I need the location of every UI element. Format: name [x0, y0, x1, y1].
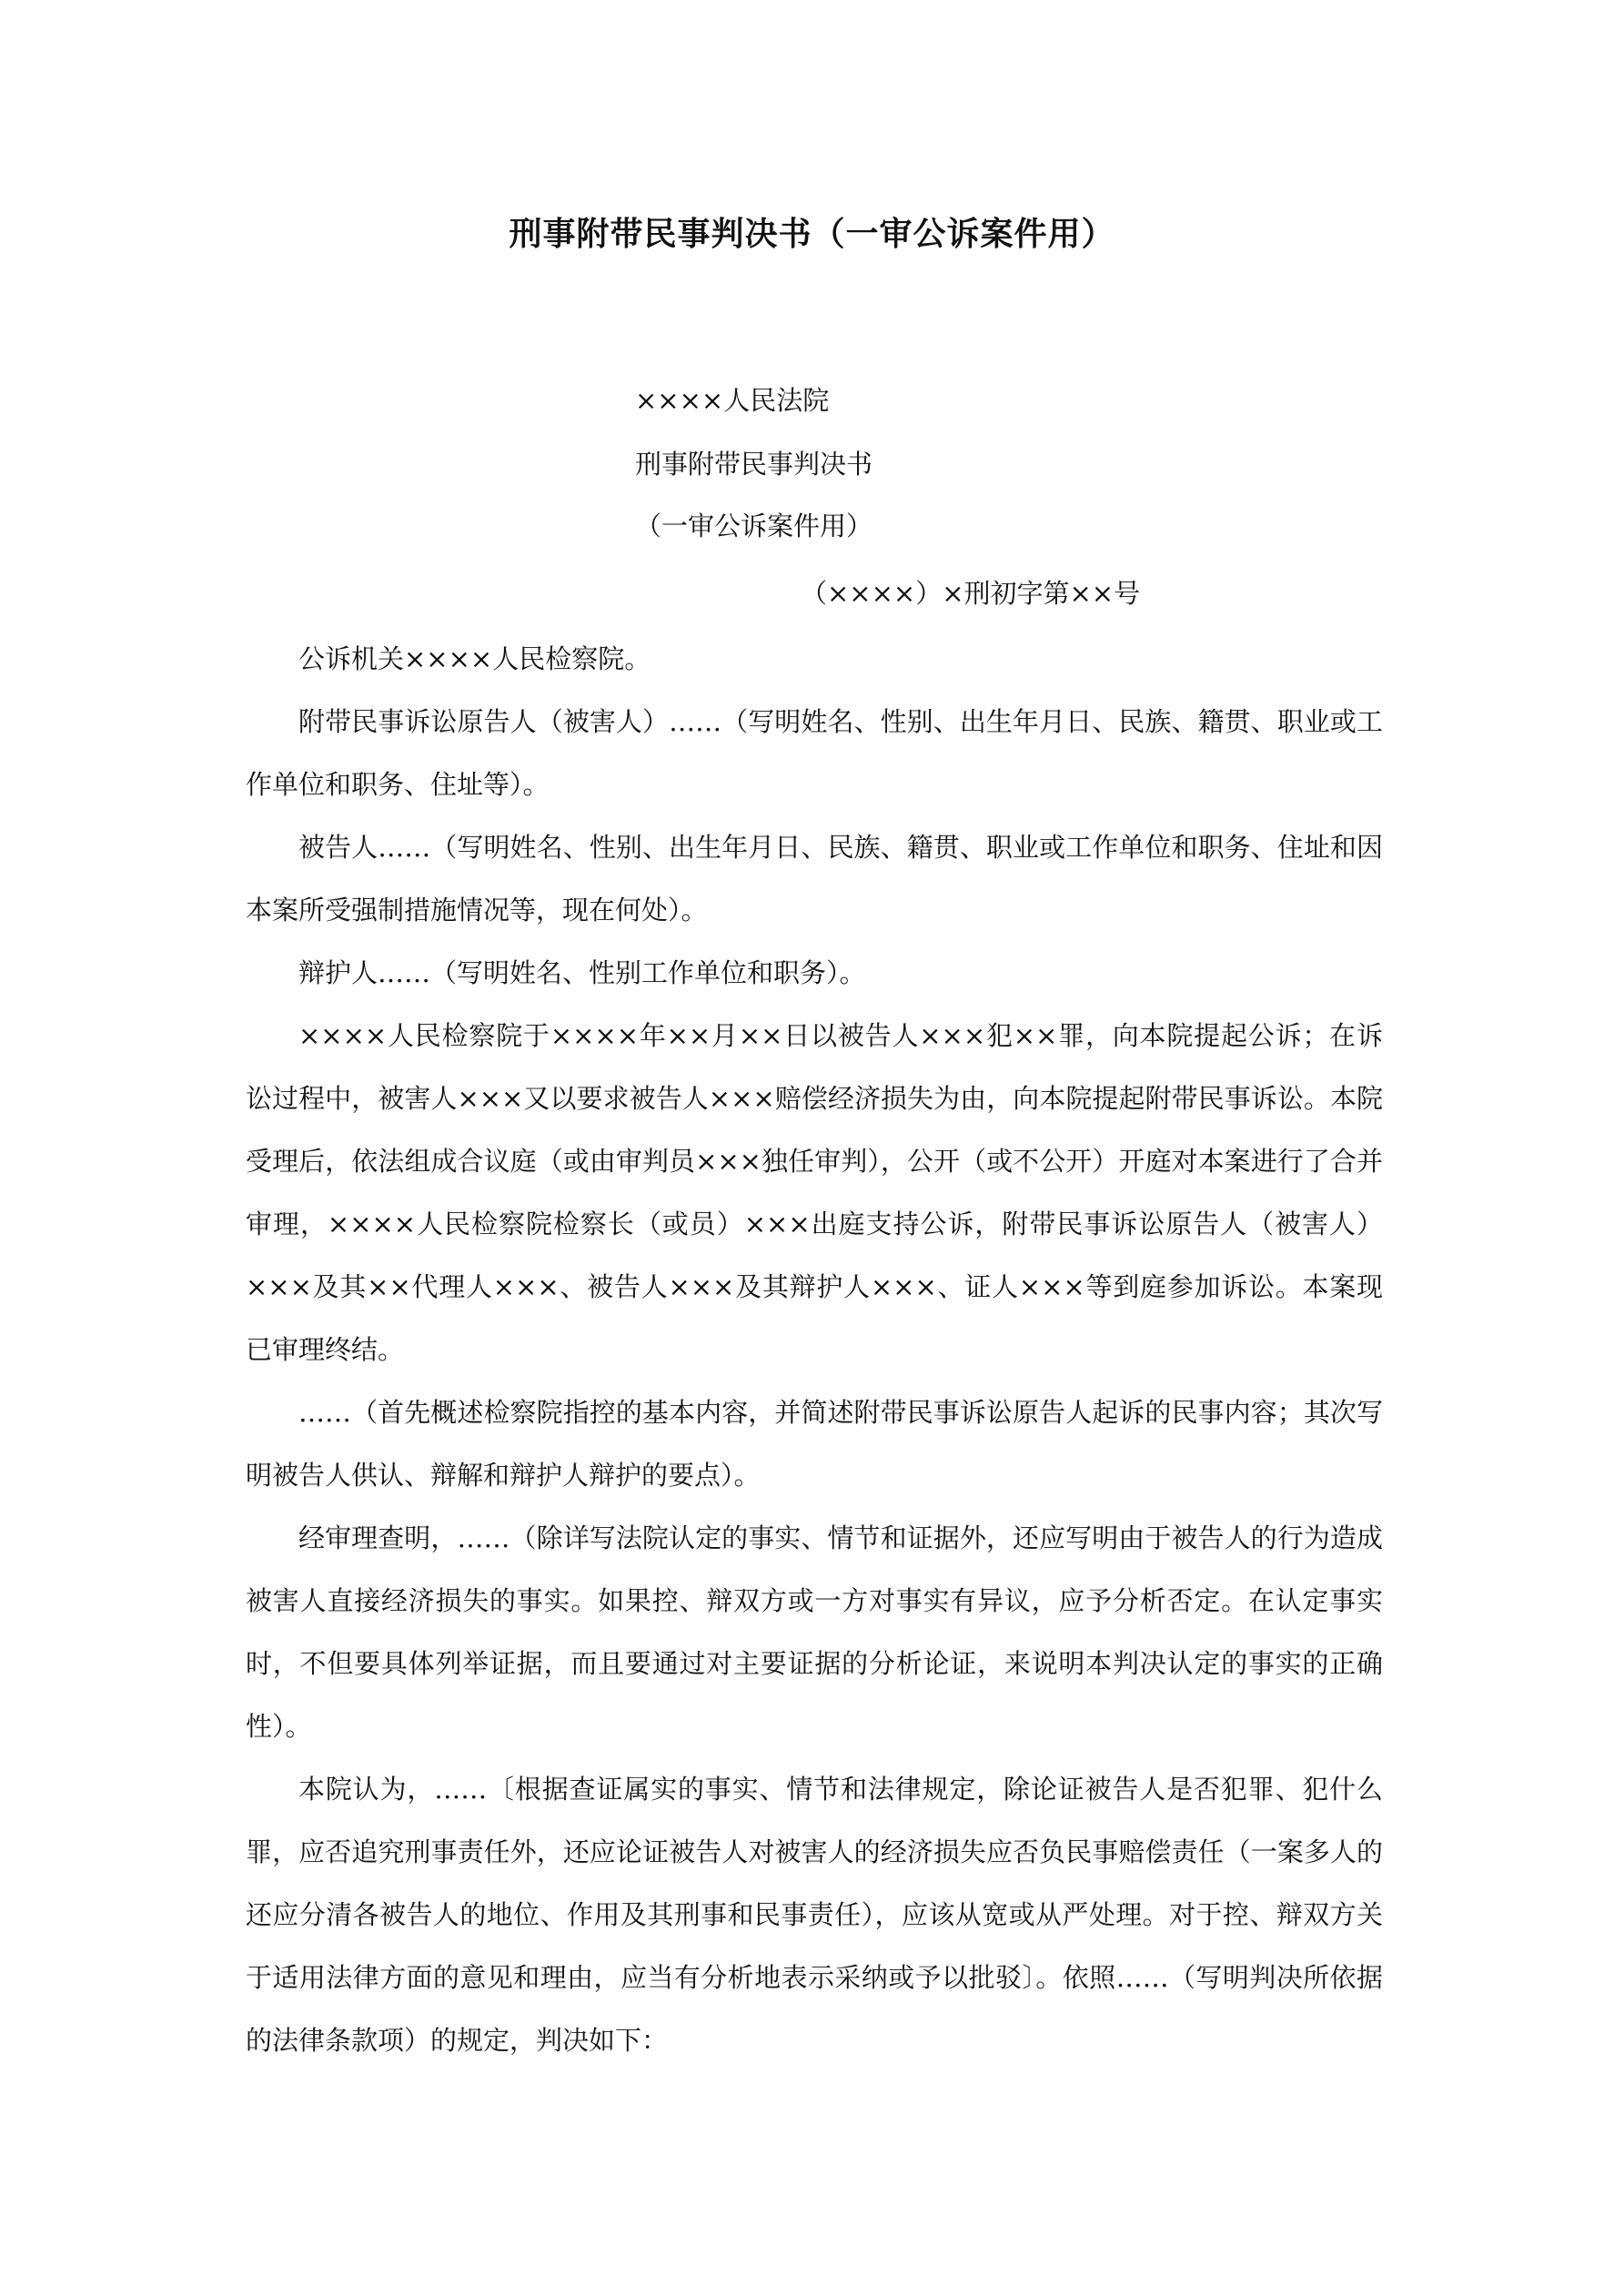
paragraph-prosecutor: 公诉机关××××人民检察院。 [298, 643, 651, 674]
paragraph-case-history: ××××人民检察院于××××年××月××日以被告人×××犯××罪，向本院提起公诉；在诉讼过程中，被害人×××又以要求被告人×××赔偿经济损失为由，向本院提起附带民事诉讼。本院受理后，依法组成合议庭（或由审判员×××独任审判），公开（或不公开）开庭对本案进行了合并审理，××××人民检察院检察长（或员）×××出庭支持公诉，附带民事诉讼原告人（被害人）×××及其××代理人×××、被告人×××及其辩护人×××、证人×××等到庭参加诉讼。本案现已审理终结。 [246, 1020, 1383, 1365]
paragraph-defender: 辩护人……（写明姓名、性别工作单位和职务）。 [298, 957, 866, 988]
paragraph-facts-found: 经审理查明，……（除详写法院认定的事实、情节和证据外，还应写明由于被告人的行为造成被害人直接经济损失的事实。如果控、辩双方或一方对事实有异议，应予分析否定。在认定事实时，不但要具体列举证据，而且要通过对主要证据的分析论证，来说明本判决认定的事实的正确性）。 [246, 1522, 1383, 1742]
case-number: （××××）×刑初字第××号 [801, 578, 1141, 609]
court-name: ××××人民法院 [635, 385, 830, 416]
document-type: 刑事附带民事判决书 [635, 449, 873, 480]
paragraph-defendant: 被告人……（写明姓名、性别、出生年月日、民族、籍贯、职业或工作单位和职务、住址和因本案所受强制措施情况等，现在何处）。 [246, 832, 1383, 925]
paragraph-civil-plaintiff: 附带民事诉讼原告人（被害人）……（写明姓名、性别、出生年月日、民族、籍贯、职业或工作单位和职务、住址等）。 [246, 706, 1383, 800]
paragraph-court-opinion: 本院认为，……〔根据查证属实的事实、情节和法律规定，除论证被告人是否犯罪、犯什么罪，应否追究刑事责任外，还应论证被告人对被害人的经济损失应否负民事赔偿责任（一案多人的还应分清各被告人的地位、作用及其刑事和民事责任），应该从宽或从严处理。对于控、辩双方关于适用法律方面的意见和理由，应当有分析地表示采纳或予以批驳〕。依照……（写明判决所依据的法律条款项）的规定，判决如下： [246, 1774, 1383, 2056]
case-type: （一审公诉案件用） [635, 511, 873, 541]
paragraph-claims-summary: ……（首先概述检察院指控的基本内容，并简述附带民事诉讼原告人起诉的民事内容；其次写明被告人供认、辩解和辩护人辩护的要点）。 [246, 1397, 1383, 1491]
document-body [246, 628, 1383, 2072]
document-title: 刑事附带民事判决书（一审公诉案件用） [509, 216, 1115, 253]
